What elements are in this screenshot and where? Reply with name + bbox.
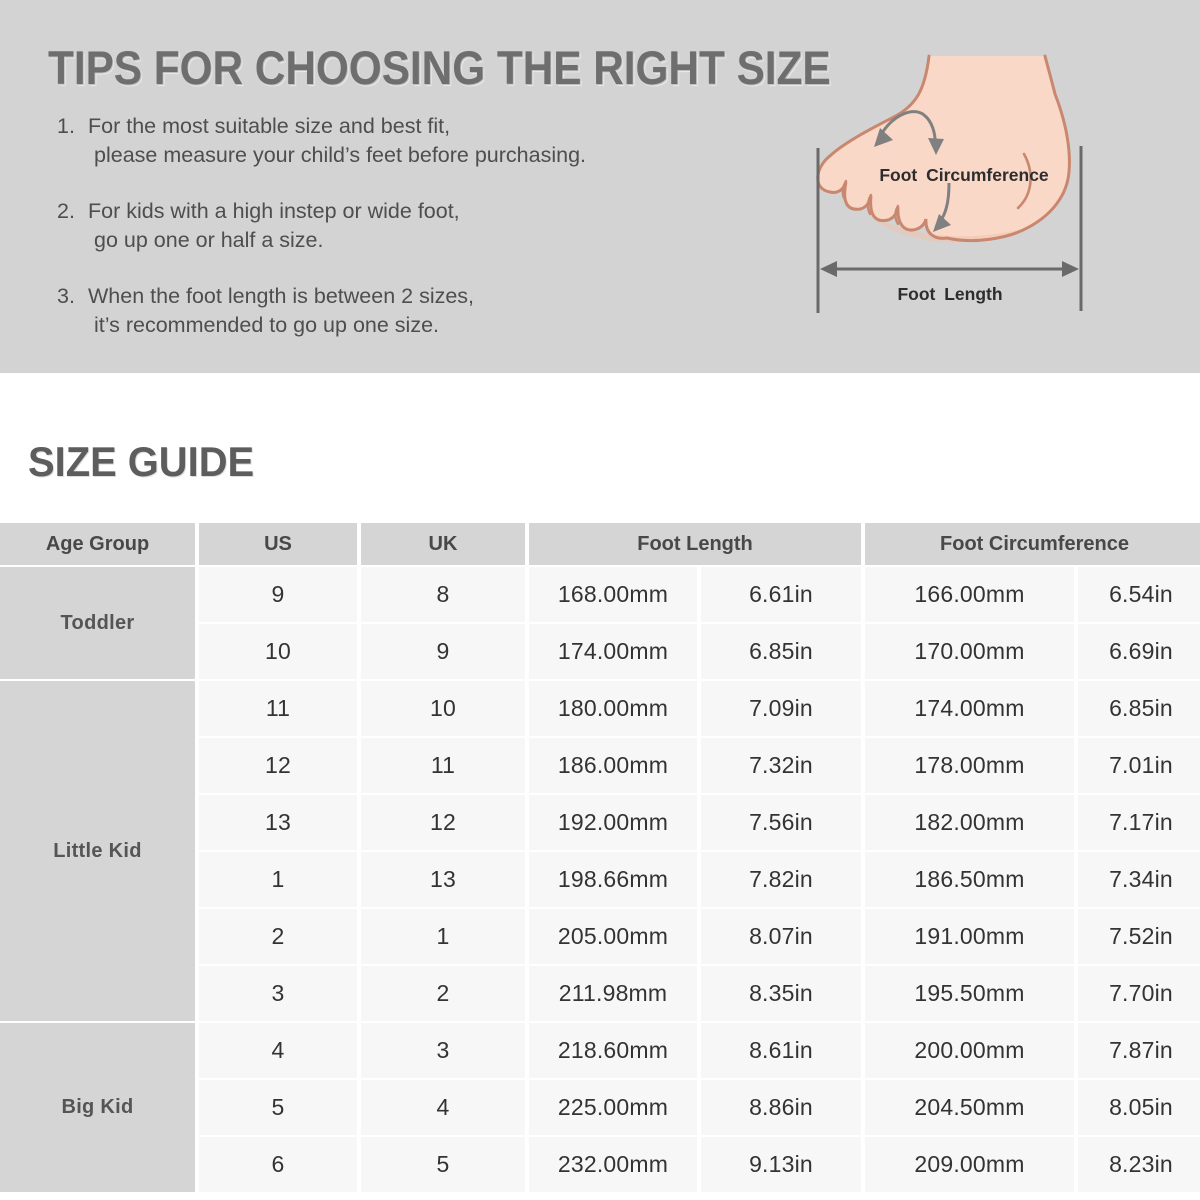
table-cell-circ_in: 7.01in [1076, 737, 1200, 794]
tip-text [88, 282, 474, 340]
table-cell-length_mm: 180.00mm [527, 680, 699, 737]
table-cell-circ_mm: 200.00mm [863, 1022, 1076, 1079]
table-row [0, 1022, 1200, 1079]
table-cell-uk: 11 [359, 737, 527, 794]
table-cell-circ_in: 7.34in [1076, 851, 1200, 908]
table-cell-circ_in: 7.17in [1076, 794, 1200, 851]
table-cell-us: 4 [197, 1022, 359, 1079]
table-cell-us: 3 [197, 965, 359, 1022]
table-cell-us: 5 [197, 1079, 359, 1136]
arrowhead [1062, 261, 1079, 277]
tip-line-1: When the foot length is between 2 sizes, [88, 284, 475, 308]
header-row [0, 522, 1200, 566]
table-cell-circ_mm: 204.50mm [863, 1079, 1076, 1136]
table-row [0, 680, 1200, 737]
tips-section [0, 0, 1200, 373]
table-cell-length_mm: 186.00mm [527, 737, 699, 794]
header-age-group: Age Group [0, 522, 197, 566]
table-cell-length_in: 7.09in [699, 680, 863, 737]
table-cell-circ_in: 8.05in [1076, 1079, 1200, 1136]
table-cell-circ_mm: 178.00mm [863, 737, 1076, 794]
table-cell-circ_mm: 191.00mm [863, 908, 1076, 965]
table-cell-length_mm: 168.00mm [527, 566, 699, 623]
tip-item-3 [57, 282, 586, 340]
table-cell-length_mm: 192.00mm [527, 794, 699, 851]
age-group-cell: Little Kid [0, 680, 197, 1022]
table-cell-length_mm: 174.00mm [527, 623, 699, 680]
tip-number: 1. [57, 114, 75, 138]
table-cell-us: 9 [197, 566, 359, 623]
table-cell-uk: 5 [359, 1136, 527, 1193]
table-cell-circ_in: 7.70in [1076, 965, 1200, 1022]
table-cell-us: 12 [197, 737, 359, 794]
tips-title: TIPS FOR CHOOSING THE RIGHT SIZE [48, 41, 831, 94]
table-cell-uk: 10 [359, 680, 527, 737]
tip-line-1: For kids with a high instep or wide foot, [88, 199, 460, 223]
table-cell-us: 11 [197, 680, 359, 737]
table-cell-uk: 2 [359, 965, 527, 1022]
table-cell-length_in: 8.86in [699, 1079, 863, 1136]
table-cell-circ_mm: 182.00mm [863, 794, 1076, 851]
table-cell-us: 13 [197, 794, 359, 851]
table-cell-circ_in: 6.54in [1076, 566, 1200, 623]
table-cell-length_mm: 232.00mm [527, 1136, 699, 1193]
tip-item-2 [57, 197, 586, 255]
size-table [0, 521, 1200, 1194]
table-cell-circ_in: 7.87in [1076, 1022, 1200, 1079]
tip-text [88, 112, 586, 170]
arrowhead [820, 261, 837, 277]
tip-number: 2. [57, 199, 75, 223]
table-cell-uk: 9 [359, 623, 527, 680]
table-cell-circ_mm: 186.50mm [863, 851, 1076, 908]
table-cell-circ_in: 7.52in [1076, 908, 1200, 965]
header-foot-length: Foot Length [527, 522, 863, 566]
table-cell-length_in: 9.13in [699, 1136, 863, 1193]
table-cell-circ_mm: 209.00mm [863, 1136, 1076, 1193]
table-cell-uk: 12 [359, 794, 527, 851]
table-cell-length_mm: 198.66mm [527, 851, 699, 908]
table-cell-uk: 8 [359, 566, 527, 623]
table-cell-length_in: 7.32in [699, 737, 863, 794]
tip-line-2: please measure your child’s feet before purchasing. [94, 143, 587, 167]
table-row [0, 566, 1200, 623]
table-cell-length_in: 8.07in [699, 908, 863, 965]
table-cell-us: 6 [197, 1136, 359, 1193]
tip-item-1 [57, 112, 586, 170]
age-group-cell: Toddler [0, 566, 197, 680]
table-cell-circ_mm: 166.00mm [863, 566, 1076, 623]
size-table-header [0, 522, 1200, 566]
table-cell-length_in: 8.35in [699, 965, 863, 1022]
table-cell-uk: 13 [359, 851, 527, 908]
header-foot-circumference: Foot Circumference [863, 522, 1200, 566]
size-table-body [0, 566, 1200, 1193]
foot-illustration [810, 50, 1092, 320]
tip-line-2: go up one or half a size. [94, 228, 324, 252]
tip-line-2: it’s recommended to go up one size. [94, 313, 439, 337]
tip-text [88, 197, 460, 255]
foot-circumference-label: Foot Circumference [879, 165, 1049, 185]
age-group-cell: Big Kid [0, 1022, 197, 1193]
table-cell-length_mm: 225.00mm [527, 1079, 699, 1136]
table-cell-us: 10 [197, 623, 359, 680]
table-cell-us: 2 [197, 908, 359, 965]
table-cell-length_mm: 211.98mm [527, 965, 699, 1022]
table-cell-circ_in: 8.23in [1076, 1136, 1200, 1193]
table-cell-length_mm: 205.00mm [527, 908, 699, 965]
table-cell-length_in: 8.61in [699, 1022, 863, 1079]
tip-number: 3. [57, 284, 75, 308]
foot-length-label: Foot Length [897, 284, 1003, 304]
table-cell-length_in: 7.82in [699, 851, 863, 908]
table-cell-circ_in: 6.85in [1076, 680, 1200, 737]
table-cell-length_mm: 218.60mm [527, 1022, 699, 1079]
table-cell-length_in: 7.56in [699, 794, 863, 851]
table-cell-circ_mm: 170.00mm [863, 623, 1076, 680]
header-uk: UK [359, 522, 527, 566]
table-cell-circ_mm: 174.00mm [863, 680, 1076, 737]
table-cell-circ_in: 6.69in [1076, 623, 1200, 680]
table-cell-length_in: 6.85in [699, 623, 863, 680]
size-guide-heading: SIZE GUIDE [28, 438, 255, 485]
tip-line-1: For the most suitable size and best fit, [88, 114, 451, 138]
table-cell-uk: 4 [359, 1079, 527, 1136]
table-cell-circ_mm: 195.50mm [863, 965, 1076, 1022]
table-cell-uk: 3 [359, 1022, 527, 1079]
header-us: US [197, 522, 359, 566]
table-cell-length_in: 6.61in [699, 566, 863, 623]
table-cell-us: 1 [197, 851, 359, 908]
table-cell-uk: 1 [359, 908, 527, 965]
tips-list [57, 112, 586, 367]
